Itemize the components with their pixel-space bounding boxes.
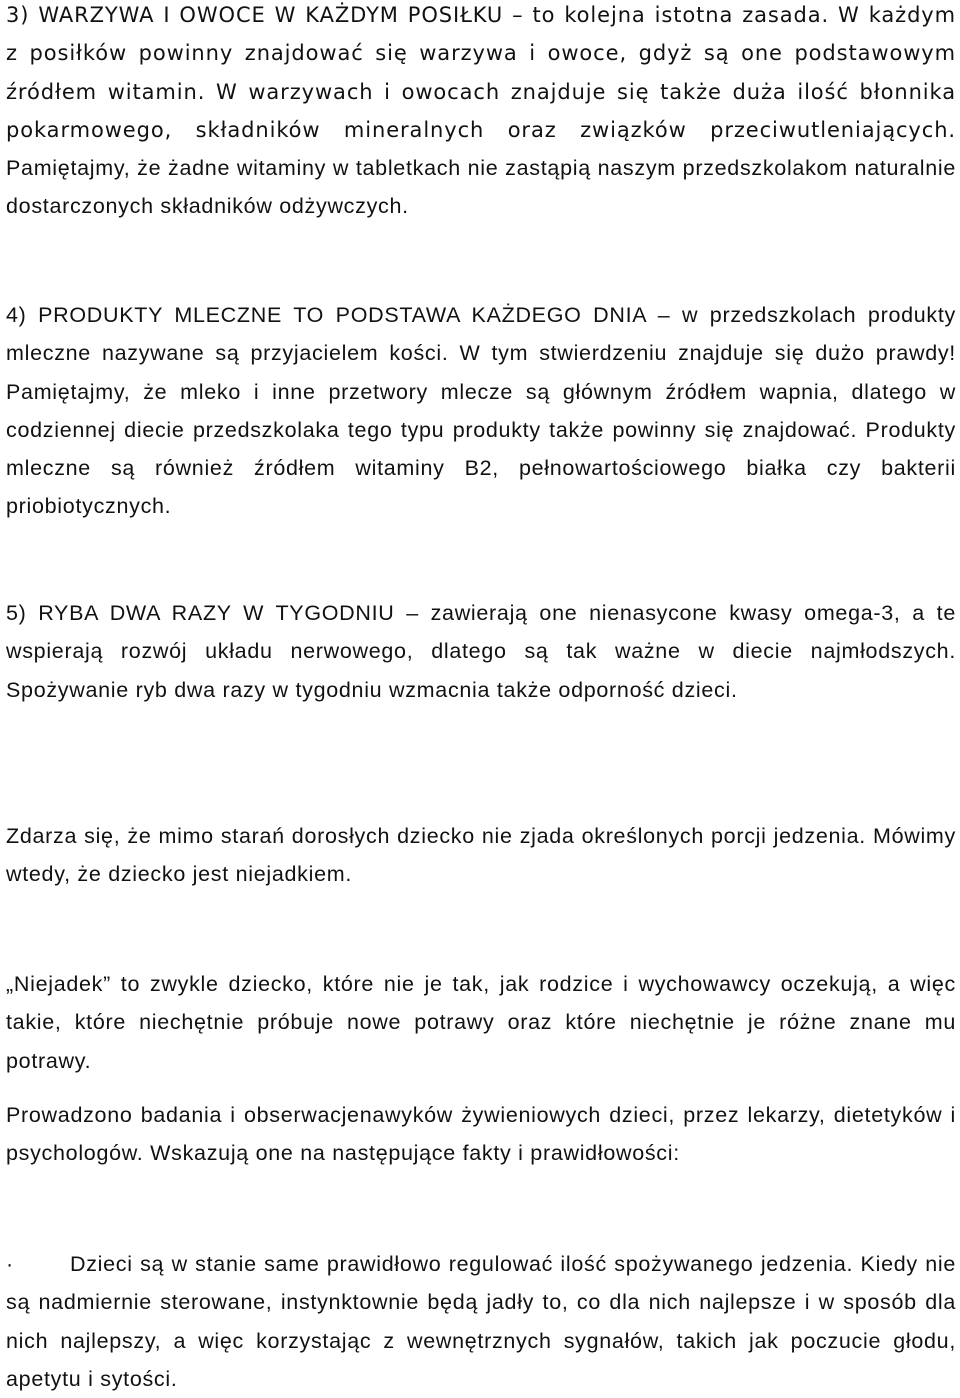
bullet-self-regulation [6,1245,956,1398]
paragraph-picky-eater-intro: Zdarza się, że mimo starań dorosłych dziecko nie zjada określonych porcji jedzenia. Mówimy wtedy, że dziecko jest niejadkiem. [6,824,956,887]
bullet-self-regulation-text: Dzieci są w stanie same prawidłowo regulować ilość spożywanego jedzenia. Kiedy nie są nadmiernie sterowane, instynktownie będą jadły to, co dla nich najlepsze i w sposób dla nich najlepszy, a więc korzystając z wewnętrznych sygnałów, takich jak poczucie głodu, apetytu i sytości. [6,1252,956,1391]
paragraph-picky-eater-definition: „Niejadek” to zwykle dziecko, które nie je tak, jak rodzice i wychowawcy oczekują, a więc takie, które niechętnie próbuje nowe potrawy oraz które niechętnie je różne znane mu potrawy. [6,972,956,1073]
paragraph-vegetables-fruits-note: Pamiętajmy, że żadne witaminy w tabletkach nie zastąpią naszym przedszkolakom naturalnie dostarczonych składników odżywczych. [6,156,956,219]
paragraph-research: Prowadzono badania i obserwacjenawyków żywieniowych dzieci, przez lekarzy, dietetyków i psychologów. Wskazują one na następujące fakty i prawidłowości: [6,1103,956,1166]
paragraph-fish-twice-weekly: 5) RYBA DWA RAZY W TYGODNIU – zawierają one nienasycone kwasy omega-3, a te wspierają rozwój układu nerwowego, dlatego są tak ważne w diecie najmłodszych. Spożywanie ryb dwa razy w tygodniu wzmacnia także odporność dzieci. [6,601,956,702]
paragraph-vegetables-fruits-sans: 3) WARZYWA I OWOCE W KAŻDYM POSIŁKU – to kolejna istotna zasada. W każdym z posiłków powinny znajdować się warzywa i owoce, gdyż są one podstawowym źródłem witamin. W warzywach i owocach znajduje się także duża ilość błonnika pokarmowego, składników mineralnych oraz związków przeciwutleniających. [6,3,956,142]
paragraph-dairy-products: 4) PRODUKTY MLECZNE TO PODSTAWA KAŻDEGO DNIA – w przedszkolach produkty mleczne nazywane są przyjacielem kości. W tym stwierdzeniu znajduje się dużo prawdy! Pamiętajmy, że mleko i inne przetwory mlecze są głównym źródłem wapnia, dlatego w codziennej diecie przedszkolaka tego typu produkty także powinny się znajdować. Produkty mleczne są również źródłem witaminy B2, pełnowartościowego białka czy bakterii priobiotycznych. [6,303,956,519]
paragraph-vegetables-fruits [6,0,956,226]
bullet-marker: · [6,1252,14,1276]
